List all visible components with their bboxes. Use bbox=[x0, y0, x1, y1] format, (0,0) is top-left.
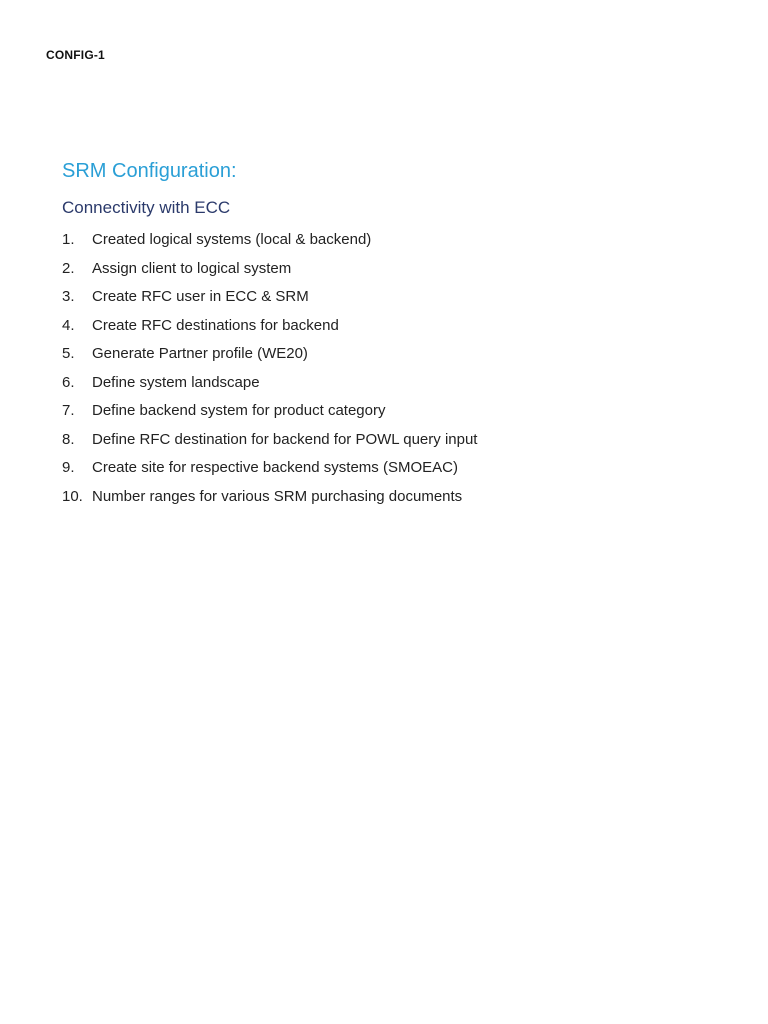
step-text: Number ranges for various SRM purchasing documents bbox=[92, 487, 463, 505]
list-item bbox=[62, 340, 702, 369]
step-number: 5. bbox=[62, 345, 75, 362]
list-item bbox=[62, 283, 702, 312]
step-text: Created logical systems (local & backend) bbox=[92, 231, 372, 248]
step-number: 6. bbox=[62, 373, 75, 391]
subsection-title: Connectivity with ECC bbox=[62, 198, 231, 217]
list-item bbox=[62, 426, 702, 455]
steps-list bbox=[62, 226, 702, 511]
step-number: 1. bbox=[62, 231, 75, 248]
step-text: Create site for respective backend systems (SMOEAC) bbox=[92, 459, 458, 476]
step-number: 8. bbox=[62, 430, 75, 448]
list-item bbox=[62, 454, 702, 483]
list-item bbox=[62, 397, 702, 426]
step-text: Create RFC destinations for backend bbox=[92, 316, 339, 334]
step-text: Assign client to logical system bbox=[92, 259, 292, 277]
step-text: Generate Partner profile (WE20) bbox=[92, 345, 308, 362]
list-item bbox=[62, 312, 702, 341]
step-number: 9. bbox=[62, 459, 75, 476]
step-text: Define backend system for product category bbox=[92, 402, 386, 419]
list-item bbox=[62, 483, 702, 512]
step-number: 7. bbox=[62, 402, 75, 419]
list-item bbox=[62, 226, 702, 255]
step-number: 3. bbox=[62, 288, 75, 305]
config-section bbox=[62, 158, 702, 511]
step-text: Define system landscape bbox=[92, 373, 260, 391]
step-text: Define RFC destination for backend for POWL query input bbox=[92, 430, 478, 448]
list-item bbox=[62, 369, 702, 398]
step-number: 4. bbox=[62, 316, 75, 334]
step-number: 2. bbox=[62, 259, 75, 277]
list-item bbox=[62, 255, 702, 284]
step-number: 10. bbox=[62, 487, 83, 505]
section-title: SRM Configuration: bbox=[62, 160, 237, 182]
page-header-label: CONFIG-1 bbox=[46, 48, 105, 62]
step-text: Create RFC user in ECC & SRM bbox=[92, 288, 309, 305]
